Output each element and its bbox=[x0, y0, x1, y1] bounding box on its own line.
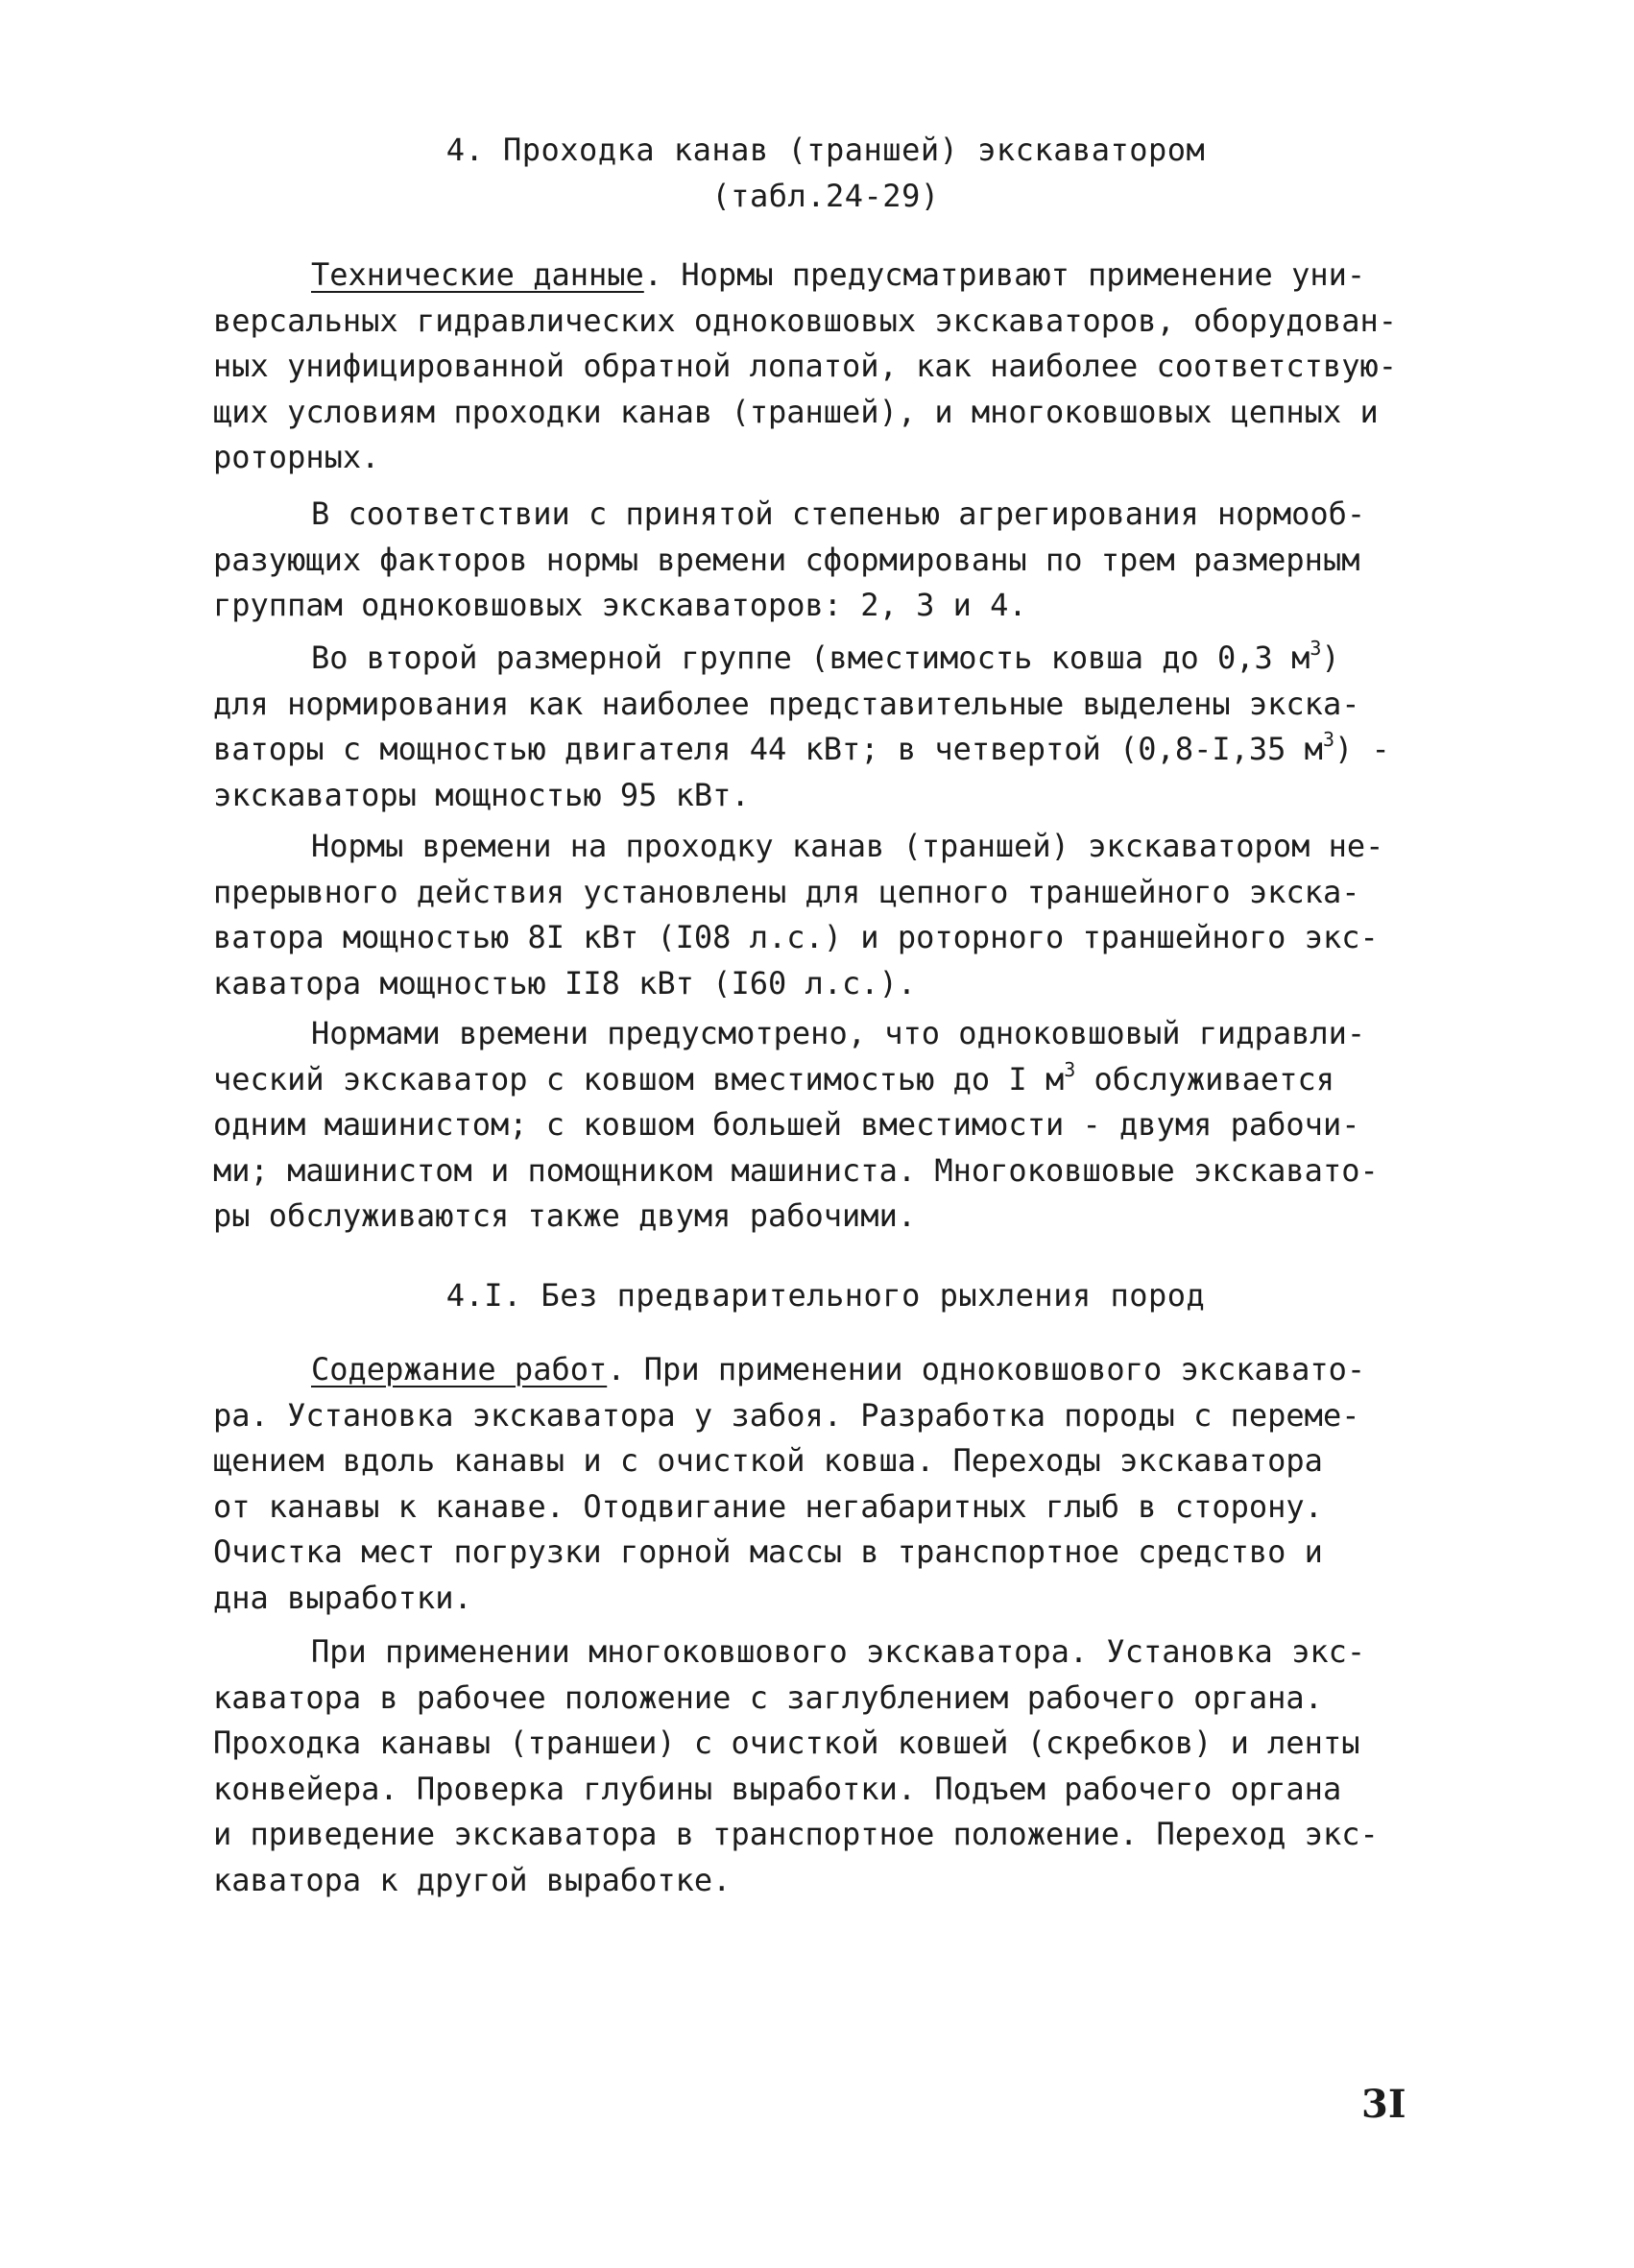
paragraph-line: Проходка канавы (траншеи) с очисткой ковшей (скребков) и ленты bbox=[213, 1725, 1360, 1761]
paragraph-line: дна выработки. bbox=[213, 1579, 472, 1616]
paragraph-line: ры обслуживаются также двумя рабочими. bbox=[213, 1197, 917, 1234]
paragraph-line: версальных гидравлических одноковшовых экскаваторов, оборудован- bbox=[213, 302, 1397, 339]
work-content-paragraph bbox=[213, 1347, 1452, 1621]
paragraph-line: ваторы с мощностью двигателя 44 кВт; в четвертой (0,8-I,35 $м^3$) - bbox=[213, 728, 1390, 767]
paragraph-line: каватора в рабочее положение с заглублением рабочего органа. bbox=[213, 1678, 1323, 1716]
multi-bucket-paragraph bbox=[213, 1629, 1452, 1903]
paragraph-line: от канавы к канаве. Отодвигание негабаритных глыб в сторону. bbox=[213, 1487, 1323, 1525]
paragraph-line: ческий экскаватор с ковшом вместимостью до I $м^3$ обслуживается bbox=[213, 1057, 1334, 1098]
paragraph-line: для нормирования как наиболее представительные выделены экска- bbox=[213, 685, 1360, 722]
page-number: 3I bbox=[1361, 2082, 1406, 2127]
paragraph-line: экскаваторы мощностью 95 кВт. bbox=[213, 776, 750, 813]
paragraph-line: Нормами времени предусмотрено, что одноковшовый гидравли- bbox=[311, 1015, 1366, 1051]
paragraph-line: В соответствии с принятой степенью агрегирования нормооб- bbox=[311, 495, 1366, 532]
paragraph-line: и приведение экскаватора в транспортное положение. Переход экс- bbox=[213, 1816, 1379, 1852]
paragraph-line: При применении многоковшового экскаватора. Установка экс- bbox=[311, 1633, 1366, 1670]
technical-data-paragraph bbox=[213, 253, 1452, 481]
paragraph-line: одним машинистом; с ковшом большей вместимости - двумя рабочи- bbox=[213, 1106, 1360, 1143]
paragraph-line: ра. Установка экскаватора у забоя. Разработка породы с переме- bbox=[213, 1396, 1360, 1434]
paragraph-line: ватора мощностью 8I кВт (I08 л.с.) и роторного траншейного экс- bbox=[213, 919, 1379, 955]
paragraph-line: группам одноковшовых экскаваторов: 2, 3 и 4. bbox=[213, 587, 1027, 623]
aggregation-paragraph bbox=[213, 492, 1452, 629]
continuous-excavator-paragraph bbox=[213, 824, 1452, 1006]
paragraph-line: ми; машинистом и помощником машиниста. Многоковшовые экскавато- bbox=[213, 1151, 1379, 1189]
paragraph-line: Технические данные. Нормы предусматривают применение уни- bbox=[311, 256, 1366, 293]
paragraph-line: Очистка мест погрузки горной массы в транспортное средство и bbox=[213, 1533, 1323, 1570]
work-content-label: Содержание работ bbox=[311, 1351, 608, 1387]
subsection-title: 4.I. Без предварительного рыхления пород bbox=[445, 1277, 1206, 1314]
paragraph-line: щих условиям проходки канав (траншей), и многоковшовых цепных и bbox=[213, 393, 1379, 430]
paragraph-line: прерывного действия установлены для цепного траншейного экска- bbox=[213, 873, 1360, 910]
paragraph-line: роторных. bbox=[213, 439, 380, 475]
paragraph-line: Во второй размерной группе (вместимость ковша до 0,3 $м^3$) bbox=[311, 637, 1340, 676]
paragraph-line: ных унифицированной обратной лопатой, как наиболее соответствую- bbox=[213, 348, 1397, 384]
size-group-paragraph bbox=[213, 636, 1452, 818]
section-title-line-1: 4. Проходка канав (траншей) экскаватором bbox=[445, 132, 1206, 168]
paragraph-line: каватора мощностью II8 кВт (I60 л.с.). bbox=[213, 964, 917, 1001]
section-title-line-2: (табл.24-29) bbox=[711, 178, 940, 214]
paragraph-line: каватора к другой выработке. bbox=[213, 1861, 732, 1898]
paragraph-line: Содержание работ. При применении одноковшового экскавато- bbox=[311, 1351, 1366, 1387]
crew-paragraph bbox=[213, 1011, 1452, 1240]
technical-data-label: Технические данные bbox=[311, 256, 644, 293]
paragraph-line: разующих факторов нормы времени сформированы по трем размерным bbox=[213, 541, 1360, 578]
paragraph-line: Нормы времени на проходку канав (траншей) экскаватором не- bbox=[311, 828, 1384, 864]
paragraph-line: щением вдоль канавы и с очисткой ковша. Переходы экскаватора bbox=[213, 1442, 1323, 1479]
paragraph-line: конвейера. Проверка глубины выработки. Подъем рабочего органа bbox=[213, 1770, 1342, 1807]
section-title bbox=[211, 127, 1440, 219]
